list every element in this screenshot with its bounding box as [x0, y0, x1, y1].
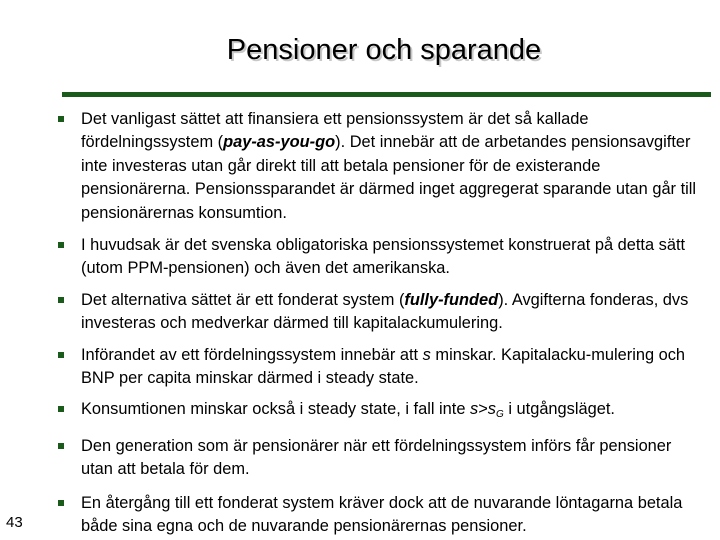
term-emphasis: pay-as-you-go [223, 133, 336, 152]
square-bullet-icon [58, 352, 64, 358]
bullet-text: En återgång till ett fonderat system kräver dock att de nuvarande löntagarna betala både sina egna och de nuvarande pensionärernas pensioner. [81, 493, 683, 536]
bullet-item [56, 435, 706, 482]
square-bullet-icon [58, 406, 64, 412]
greater-than-sign: > [478, 400, 488, 419]
bullet-text: i utgångsläget. [503, 400, 615, 419]
square-bullet-icon [58, 116, 64, 122]
bullet-text: Det alternativa sättet är ett fonderat system ( [81, 290, 405, 309]
bullet-item [56, 492, 706, 539]
bullet-text: Det vanligast sättet att finansiera ett pensionssystem är det så kallade fördelningssystem ( [81, 110, 589, 152]
page-number: 43 [6, 514, 23, 531]
square-bullet-icon [58, 443, 64, 449]
bullet-item [56, 344, 706, 391]
bullet-text: minskar. Kapitalacku-mulering och BNP per capita minskar därmed i steady state. [81, 345, 686, 388]
bullet-item [56, 108, 706, 225]
variable-s: s [470, 400, 479, 419]
square-bullet-icon [58, 242, 64, 248]
square-bullet-icon [58, 297, 64, 303]
bullet-text: ). Det innebär att de arbetandes pensionsavgifter inte investeras utan går direkt till att betala pensioner för de existerande pensionärerna. Pensionssparandet är därmed inget aggregerat sparande utan går till pensionärernas konsumtion. [81, 133, 697, 222]
subscript-g: G [496, 409, 504, 421]
variable-s: s [422, 345, 431, 364]
bullet-text: Konsumtionen minskar också i steady state, i fall inte [81, 400, 471, 419]
bullet-list [56, 108, 706, 539]
term-emphasis: fully-funded [404, 290, 499, 309]
variable-s: s [487, 400, 496, 419]
bullet-text: ). Avgifterna fonderas, dvs investeras och medverkar därmed till kapitalackumulering. [81, 290, 689, 333]
bullet-item [56, 398, 706, 426]
slide-title: Pensioner och sparande [226, 34, 542, 66]
bullet-item [56, 289, 706, 336]
title-underline [62, 92, 711, 97]
bullet-item [56, 234, 706, 281]
bullet-text: Införandet av ett fördelningssystem innebär att [81, 345, 423, 364]
square-bullet-icon [58, 500, 64, 506]
bullet-text: I huvudsak är det svenska obligatoriska pensionssystemet konstruerat på detta sätt (utom PPM-pensionen) och även det amerikanska. [81, 236, 686, 278]
bullet-text: Den generation som är pensionärer när ett fördelningssystem införs får pensioner utan att betala för dem. [81, 436, 672, 479]
